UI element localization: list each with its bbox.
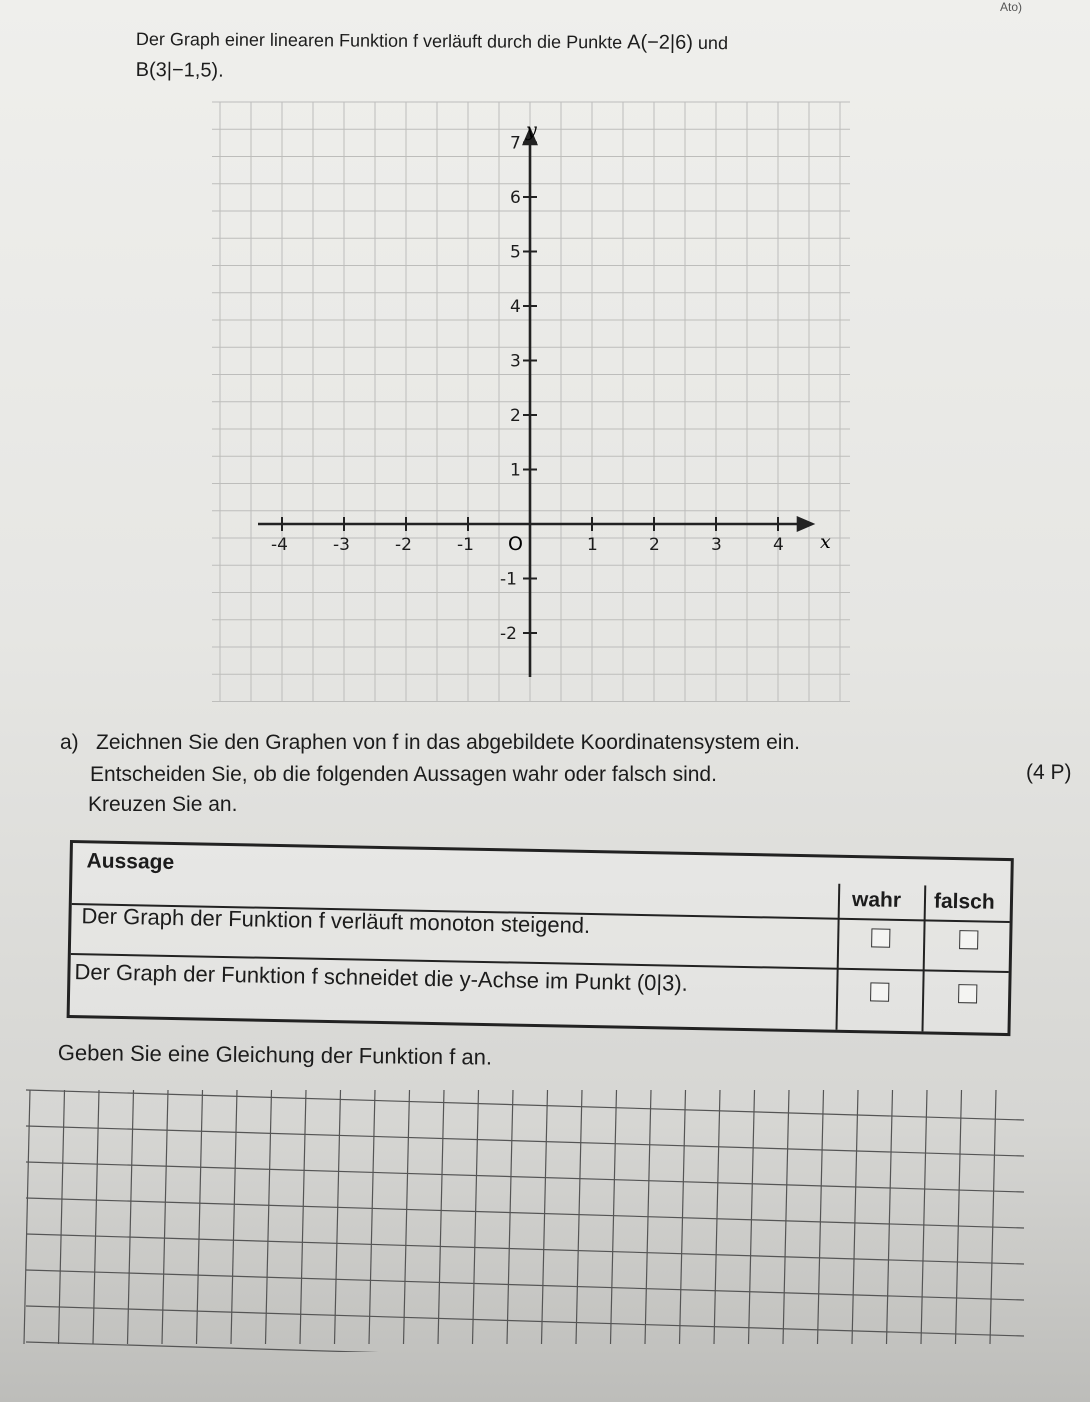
y-tick-label: 3 bbox=[510, 351, 521, 372]
x-axis-label: x bbox=[820, 531, 831, 553]
answer-grid-line bbox=[197, 1090, 203, 1344]
origin-label: O bbox=[508, 533, 523, 555]
statement-1: Der Graph der Funktion f verläuft monoton steigend. bbox=[81, 903, 591, 938]
y-tick-label: 5 bbox=[510, 242, 521, 263]
answer-grid-line bbox=[162, 1090, 168, 1344]
header-false: falsch bbox=[933, 889, 995, 914]
corner-mark: Ato) bbox=[1000, 0, 1023, 14]
answer-grid-line bbox=[266, 1090, 272, 1344]
answer-grid-line bbox=[26, 1198, 1024, 1228]
y-tick-label: 2 bbox=[510, 406, 521, 426]
answer-grid-line bbox=[404, 1090, 410, 1344]
header-true: wahr bbox=[851, 888, 902, 912]
y-tick-label: -2 bbox=[500, 624, 517, 644]
answer-grid-line bbox=[26, 1090, 1024, 1120]
table-divider bbox=[921, 885, 926, 1031]
x-tick-label: 3 bbox=[711, 535, 722, 555]
task-a-points: (4 P) bbox=[1026, 761, 1072, 784]
x-tick-label: -2 bbox=[395, 535, 412, 555]
answer-grid-line bbox=[438, 1090, 444, 1344]
task-a-label: a) bbox=[60, 731, 79, 754]
answer-grid-line bbox=[26, 1234, 1024, 1264]
answer-grid-line bbox=[611, 1090, 617, 1344]
task-a-cross-text: Kreuzen Sie an. bbox=[88, 793, 238, 816]
answer-grid-line bbox=[714, 1090, 720, 1344]
answer-grid-line bbox=[783, 1090, 789, 1344]
equation-task: Geben Sie eine Gleichung der Funktion f an. bbox=[57, 1040, 493, 1070]
statement-2: Der Graph der Funktion f schneidet die y-Achse im Punkt (0|3). bbox=[74, 959, 689, 996]
y-tick-label: 6 bbox=[510, 188, 521, 208]
x-axis-arrow-icon bbox=[798, 518, 812, 530]
y-tick-label: -1 bbox=[500, 569, 517, 590]
y-tick-label: 4 bbox=[510, 297, 521, 317]
answer-grid-line bbox=[128, 1090, 134, 1344]
answer-grid-line bbox=[26, 1270, 1024, 1300]
answer-grid[interactable] bbox=[20, 1082, 1030, 1352]
answer-grid-line bbox=[369, 1090, 375, 1344]
y-axis-label: y bbox=[526, 119, 537, 141]
answer-grid-line bbox=[818, 1090, 824, 1344]
answer-grid-line bbox=[990, 1090, 996, 1344]
answer-grid-line bbox=[887, 1090, 893, 1344]
x-tick-label: 1 bbox=[587, 535, 598, 555]
table-divider bbox=[835, 884, 840, 1030]
answer-grid-line bbox=[59, 1090, 65, 1344]
task-a-decide-text: Entscheiden Sie, ob die folgenden Aussagen wahr oder falsch sind. bbox=[90, 763, 717, 786]
x-tick-label: 4 bbox=[773, 535, 784, 555]
x-tick-label: -4 bbox=[271, 535, 288, 555]
coordinate-grid-svg[interactable] bbox=[200, 92, 860, 712]
answer-grid-line bbox=[473, 1090, 479, 1344]
answer-grid-line bbox=[576, 1090, 582, 1344]
y-tick-label: 1 bbox=[510, 460, 521, 481]
header-statement: Aussage bbox=[86, 849, 175, 875]
task-a-instruction: Zeichnen Sie den Graphen von f in das abgebildete Koordinatensystem ein. bbox=[96, 731, 800, 754]
x-tick-label: -1 bbox=[457, 535, 474, 555]
point-b: B(3|−1,5). bbox=[135, 58, 224, 82]
answer-grid-line bbox=[300, 1090, 306, 1344]
checkbox-statement-2-true[interactable] bbox=[870, 982, 889, 1001]
point-a: A(−2|6) bbox=[627, 31, 694, 54]
coordinate-system[interactable] bbox=[200, 92, 860, 712]
checkbox-statement-1-false[interactable] bbox=[959, 930, 978, 949]
intro-sentence: Der Graph einer linearen Funktion f verläuft durch die Punkte bbox=[135, 28, 623, 53]
answer-grid-line bbox=[921, 1090, 927, 1344]
checkbox-statement-1-true[interactable] bbox=[871, 928, 890, 947]
answer-grid-line bbox=[231, 1090, 237, 1344]
answer-grid-line bbox=[852, 1090, 858, 1344]
answer-grid-line bbox=[335, 1090, 341, 1344]
answer-grid-line bbox=[956, 1090, 962, 1344]
intro-text bbox=[136, 24, 896, 91]
answer-grid-line bbox=[26, 1126, 1024, 1156]
checkbox-statement-2-false[interactable] bbox=[958, 984, 977, 1003]
answer-grid-svg[interactable] bbox=[20, 1082, 1030, 1352]
answer-grid-line bbox=[680, 1090, 686, 1344]
answer-grid-line bbox=[507, 1090, 513, 1344]
answer-grid-line bbox=[749, 1090, 755, 1344]
intro-connector: und bbox=[697, 32, 729, 54]
answer-grid-line bbox=[26, 1162, 1024, 1192]
y-tick-label: 7 bbox=[510, 133, 521, 154]
answer-grid-line bbox=[26, 1306, 1024, 1336]
statement-table bbox=[67, 840, 1014, 1036]
answer-grid-line bbox=[542, 1090, 548, 1344]
x-tick-label: -3 bbox=[333, 535, 350, 555]
x-tick-label: 2 bbox=[649, 535, 660, 555]
answer-grid-line bbox=[26, 1342, 1024, 1352]
